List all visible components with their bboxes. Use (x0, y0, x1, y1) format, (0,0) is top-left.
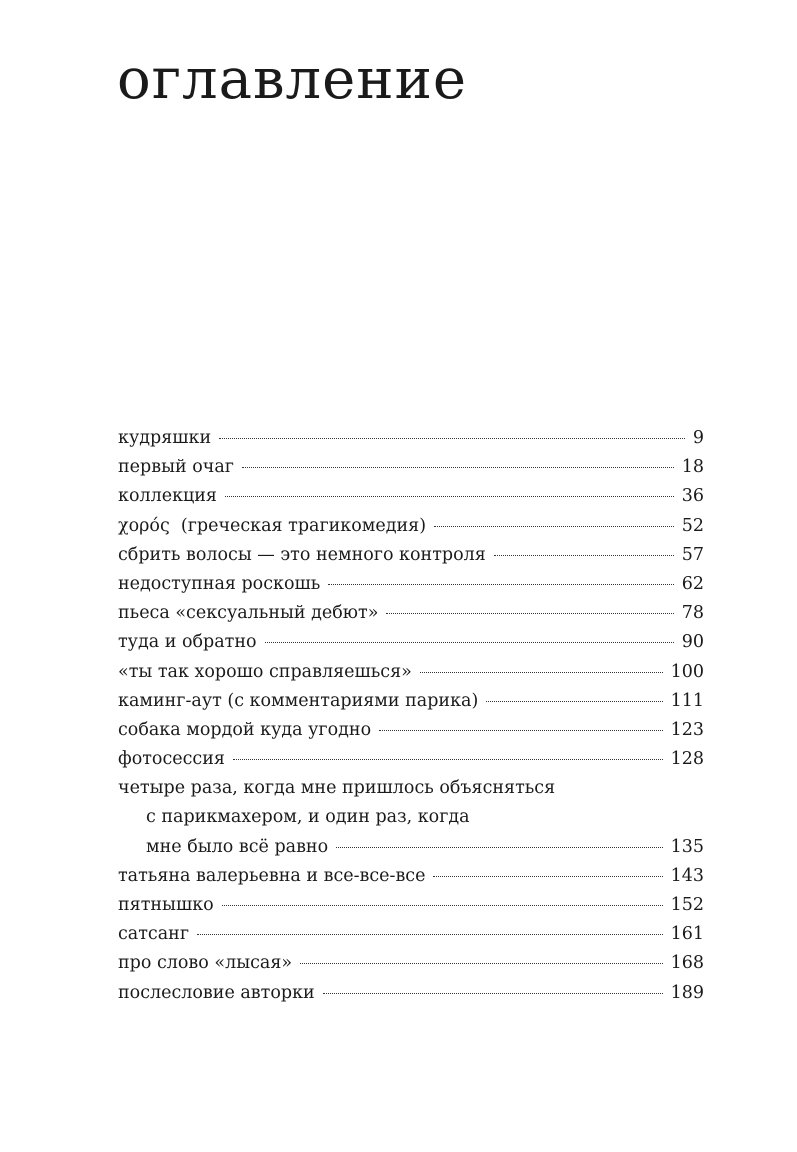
toc-entry-page: 36 (681, 486, 704, 507)
dot-leader (219, 438, 685, 439)
toc-entry[interactable] (118, 599, 704, 628)
dot-leader (242, 467, 674, 468)
toc-entry-page: 111 (670, 690, 704, 711)
toc-entry-title: татьяна валерьевна и все-все-все (118, 865, 426, 886)
dot-leader (336, 847, 662, 848)
toc-entry-page: 57 (681, 544, 704, 565)
toc-entry-title: послесловие авторки (118, 982, 315, 1003)
toc-entry-last-line (118, 833, 704, 862)
toc-entry-title: сатсанг (118, 924, 189, 945)
toc-entry[interactable] (118, 658, 704, 687)
toc-entry-title: каминг-аут (с комментариями парика) (118, 690, 479, 711)
toc-entry[interactable] (118, 920, 704, 949)
dot-leader (420, 672, 663, 673)
toc-entry[interactable] (118, 453, 704, 482)
toc-entry-page: 168 (670, 953, 704, 974)
toc-entry[interactable] (118, 424, 704, 453)
toc-entry-multiline[interactable] (118, 774, 704, 862)
toc-entry-title-line-2: с парикмахером, и один раз, когда (146, 807, 470, 828)
toc-entry[interactable] (118, 745, 704, 774)
toc-entry-page: 100 (670, 661, 704, 682)
toc-entry-title: туда и обратно (118, 632, 257, 653)
toc-entry-title: собака мордой куда угодно (118, 719, 372, 740)
dot-leader (323, 993, 663, 994)
toc-entry-title: недоступная роскошь (118, 573, 321, 594)
toc-entry-page: 135 (670, 836, 704, 857)
dot-leader (300, 963, 662, 964)
toc-entry[interactable] (118, 687, 704, 716)
table-of-contents (118, 424, 704, 1008)
dot-leader (494, 555, 674, 556)
toc-entry[interactable] (118, 891, 704, 920)
toc-entry-page: 123 (670, 719, 704, 740)
toc-entry-page: 52 (681, 515, 704, 536)
toc-entry-title: χορός (греческая трагикомедия) (118, 515, 427, 536)
dot-leader (379, 730, 662, 731)
toc-entry[interactable] (118, 512, 704, 541)
toc-entry-page: 62 (681, 573, 704, 594)
toc-entry-title: кудряшки (118, 428, 212, 448)
dot-leader (486, 701, 662, 702)
toc-entry-title: «ты так хорошо справляешься» (118, 661, 412, 682)
dot-leader (197, 934, 663, 935)
dot-leader (386, 613, 673, 614)
dot-leader (265, 642, 674, 643)
toc-entry-title: первый очаг (118, 457, 234, 478)
toc-entry[interactable] (118, 570, 704, 599)
toc-entry-title: коллекция (118, 486, 217, 507)
toc-entry-title: про слово «лысая» (118, 953, 293, 974)
dot-leader (225, 496, 674, 497)
toc-entry[interactable] (118, 628, 704, 657)
toc-entry-page: 9 (692, 428, 704, 448)
page-title: оглавление (117, 47, 468, 112)
toc-entry-page: 143 (670, 865, 704, 886)
toc-entry[interactable] (118, 482, 704, 511)
toc-entry-title: сбрить волосы — это немного контроля (118, 544, 486, 565)
toc-entry-title: пятнышко (118, 895, 214, 915)
toc-entry[interactable] (118, 862, 704, 891)
dot-leader (434, 526, 674, 527)
toc-entry-page: 152 (670, 895, 704, 915)
toc-entry-page: 78 (681, 603, 704, 624)
toc-entry-title-line-3: мне было всё равно (146, 836, 329, 857)
toc-entry[interactable] (118, 979, 704, 1008)
dot-leader (222, 905, 663, 906)
toc-entry-page: 18 (681, 457, 704, 478)
toc-entry-title: фотосессия (118, 749, 225, 770)
toc-entry[interactable] (118, 716, 704, 745)
toc-entry-page: 90 (681, 632, 704, 653)
dot-leader (433, 876, 662, 877)
toc-entry[interactable] (118, 541, 704, 570)
toc-entry-page: 128 (670, 749, 704, 770)
toc-entry-title-line-1: четыре раза, когда мне пришлось объясняться (118, 778, 556, 799)
toc-entry-page: 161 (670, 924, 704, 945)
dot-leader (328, 584, 673, 585)
toc-entry[interactable] (118, 949, 704, 978)
toc-entry-title: пьеса «сексуальный дебют» (118, 603, 379, 624)
toc-entry-page: 189 (670, 982, 704, 1003)
dot-leader (233, 759, 663, 760)
